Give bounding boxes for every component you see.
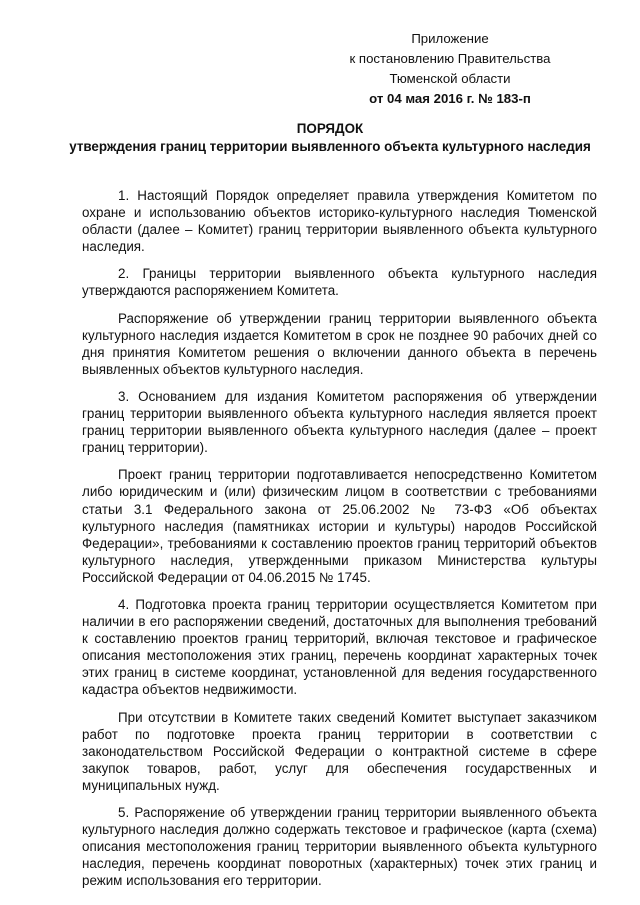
paragraph-2: 2. Границы территории выявленного объекта культурного наследия утверждаются распоряжением Комитета. bbox=[82, 266, 597, 299]
title-subheading: утверждения границ территории выявленного объекта культурного наследия bbox=[69, 139, 591, 154]
document-body bbox=[82, 187, 597, 899]
paragraph-4-continued: При отсутствии в Комитете таких сведений Комитет выступает заказчиком работ по подготовке проекта границ территории в соответствии с законодательством Российской Федерации о контрактной системе в сфере закупок товаров, работ, услуг для обеспечения государственных и муниципальных нужд. bbox=[82, 709, 597, 793]
region-name: Тюменской области bbox=[389, 71, 511, 86]
document-title bbox=[60, 120, 600, 155]
paragraph-5: 5. Распоряжение об утверждении границ территории выявленного объекта культурного наследия должно содержать текстовое и графическое (карта (схема) описания местоположения границ территории выявленного объекта культурного наследия, перечень координат поворотных (характерных) точек этих границ и режим использования его территории. bbox=[82, 805, 597, 889]
paragraph-1: 1. Настоящий Порядок определяет правила утверждения Комитетом по охране и использованию объектов историко-культурного наследия Тюменской области (далее – Комитет) границ территории выявленного объекта культурного наследия. bbox=[82, 188, 597, 255]
paragraph-3-continued: Проект границ территории подготавливается непосредственно Комитетом либо юридическим и (или) физическим лицом в соответствии с требованиями статьи 3.1 Федерального закона от 25.06.2002 № 73-ФЗ «Об объектах культурного наследия (памятниках истории и культуры) народов Российской Федерации», требованиями к составлению проектов границ территорий объектов культурного наследия, утвержденными приказом Министерства культуры Российской Федерации от 04.06.2015 № 1745. bbox=[82, 467, 597, 585]
title-heading: ПОРЯДОК bbox=[296, 121, 364, 136]
paragraph-2-continued: Распоряжение об утверждении границ территории выявленного объекта культурного наследия издается Комитетом в срок не позднее 90 рабочих дней со дня принятия Комитетом решения о включении данного объекта в перечень выявленных объектов культурного наследия. bbox=[82, 310, 597, 377]
resolution-reference: к постановлению Правительства bbox=[349, 51, 551, 66]
paragraph-4: 4. Подготовка проекта границ территории осуществляется Комитетом при наличии в его распоряжении сведений, достаточных для выполнения требований к составлению проектов границ территорий, включая текстовое и графическое описания местоположения этих границ, перечень координат характерных точек этих границ в системе координат, установленной для ведения государственного кадастра объектов недвижимости. bbox=[82, 596, 597, 698]
resolution-date-number: от 04 мая 2016 г. № 183-п bbox=[369, 91, 531, 106]
appendix-label: Приложение bbox=[411, 31, 489, 46]
appendix-header bbox=[300, 29, 600, 109]
paragraph-3: 3. Основанием для издания Комитетом распоряжения об утверждении границ территории выявленного объекта культурного наследия является проект границ территории выявленного объекта культурного наследия (далее – проект границ территории). bbox=[82, 388, 597, 456]
